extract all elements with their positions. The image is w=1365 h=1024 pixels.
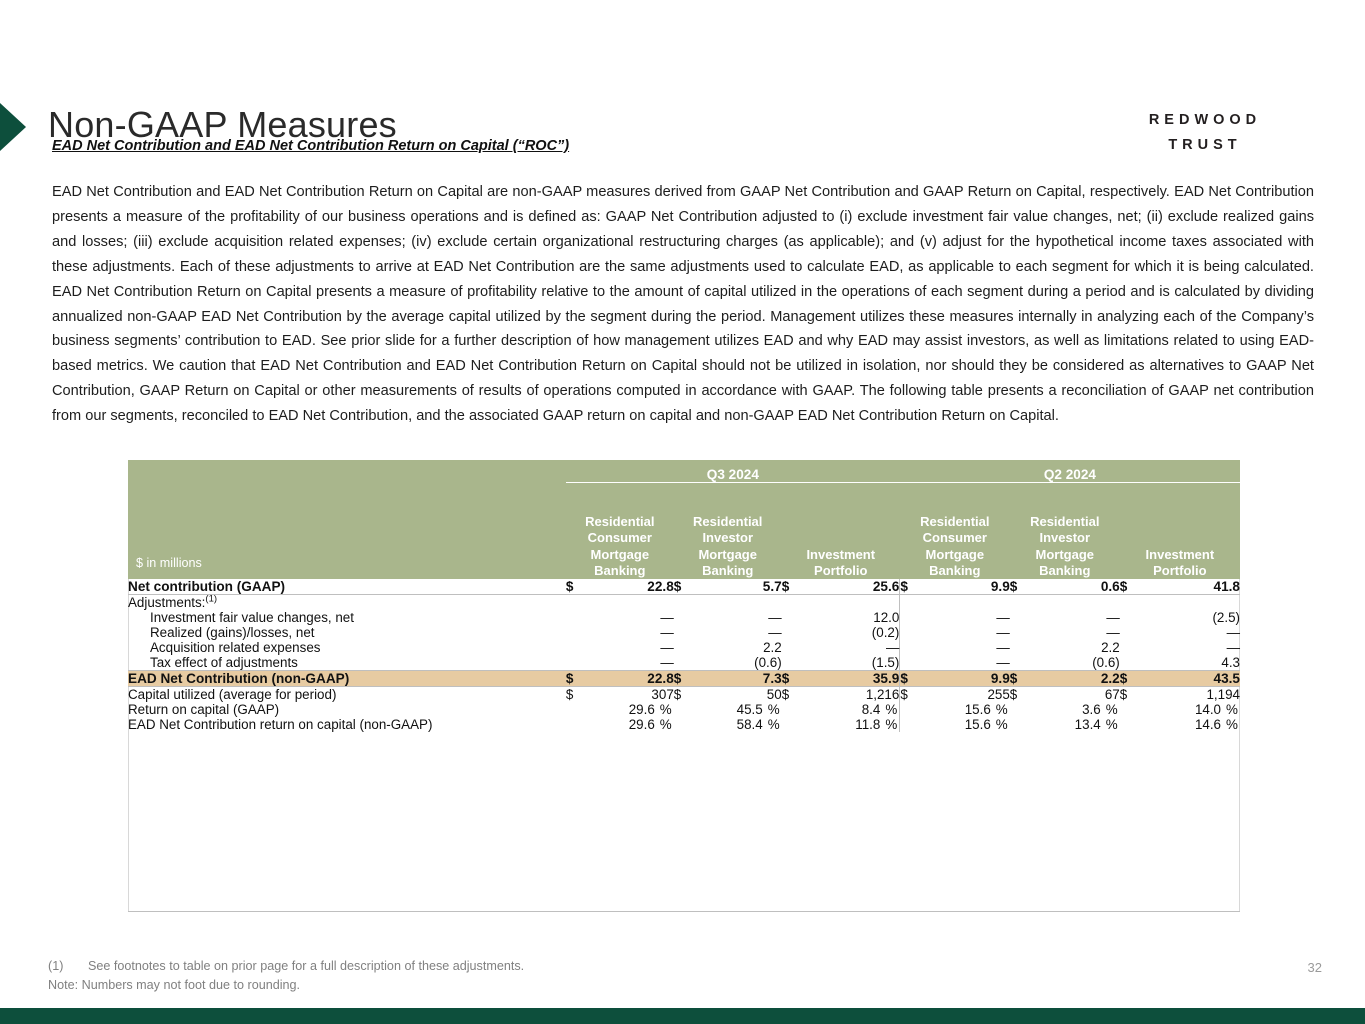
period-header-q2: Q2 2024: [900, 460, 1240, 483]
currency-symbol: $: [900, 671, 926, 687]
currency-symbol: $: [674, 671, 700, 687]
triangle-accent-icon: [0, 103, 26, 151]
cell-roc-gaap-q2-rcmb: 15.6 %: [964, 702, 1008, 717]
cell-acq-q2-rimb: 2.2: [1101, 640, 1120, 655]
empty-cell: [1036, 595, 1119, 611]
footnote-marker: (1): [48, 959, 64, 973]
cell-ifvc-q3-ip: 12.0: [873, 610, 900, 625]
table-row: [128, 655, 1240, 671]
cell-ead-q3-ip: 35.9: [808, 671, 900, 687]
currency-symbol: $: [673, 687, 682, 702]
cell-acq-q3-rcmb: —: [660, 640, 674, 655]
cell-roc-gaap-q2-rimb: 3.6 %: [1082, 702, 1118, 717]
cell-roc-nongaap-q2-rimb: 13.4 %: [1074, 717, 1118, 732]
brand-logo: [1090, 108, 1320, 158]
units-label: $ in millions: [136, 556, 202, 570]
cell-net-contribution-q3-ip: 25.6: [808, 579, 900, 595]
reconciliation-table: [128, 460, 1240, 732]
cell-ifvc-q3-rcmb: —: [660, 610, 674, 625]
cell-ifvc-q2-rcmb: —: [996, 610, 1010, 625]
cell-rgl-q2-rimb: —: [1106, 625, 1120, 640]
cell-rgl-q3-ip: (0.2): [871, 625, 900, 640]
cell-tax-q2-rimb: (0.6): [1092, 655, 1120, 670]
row-label-acquisition-expenses: Acquisition related expenses: [150, 640, 321, 655]
row-label-realized-gains-losses: Realized (gains)/losses, net: [150, 625, 315, 640]
empty-cell: [1120, 640, 1146, 655]
currency-symbol: $: [1120, 671, 1146, 687]
empty-cell: [1120, 655, 1146, 671]
currency-symbol: $: [674, 579, 700, 595]
cell-roc-nongaap-q2-ip: 14.6 %: [1194, 717, 1238, 732]
currency-symbol: $: [782, 579, 808, 595]
cell-ead-q3-rimb: 7.3: [700, 671, 781, 687]
empty-cell: [900, 610, 926, 625]
empty-cell: [900, 625, 926, 640]
footnote-1: [48, 957, 524, 976]
table-row: [128, 640, 1240, 655]
currency-symbol: $: [782, 671, 808, 687]
cell-ead-q2-rimb: 2.2: [1036, 671, 1119, 687]
cell-tax-q3-rcmb: —: [660, 655, 674, 670]
row-label-roc-gaap: Return on capital (GAAP): [128, 702, 280, 717]
cell-rgl-q2-ip: —: [1226, 625, 1240, 640]
empty-cell: [782, 595, 808, 611]
empty-cell: [566, 702, 592, 717]
empty-cell: [1010, 595, 1036, 611]
empty-cell: [782, 717, 808, 732]
empty-cell: [1010, 625, 1036, 640]
cell-acq-q2-rcmb: —: [996, 640, 1010, 655]
empty-cell: [900, 702, 926, 717]
cell-net-contribution-q3-rcmb: 22.8: [592, 579, 673, 595]
empty-cell: [674, 640, 700, 655]
cell-tax-q2-rcmb: —: [996, 655, 1010, 670]
cell-roc-nongaap-q3-ip: 11.8 %: [855, 717, 898, 732]
currency-symbol: $: [1010, 671, 1036, 687]
currency-symbol: $: [900, 579, 926, 595]
empty-cell: [1120, 625, 1146, 640]
table-row: [128, 717, 1240, 732]
col-header-q2-residential-investor: Residential Investor Mortgage Banking: [1010, 483, 1120, 579]
currency-symbol: $: [1120, 579, 1146, 595]
cell-capital-q3-rcmb: 307: [651, 687, 674, 702]
cell-net-contribution-q2-ip: 41.8: [1146, 579, 1240, 595]
col-header-q3-residential-investor: Residential Investor Mortgage Banking: [674, 483, 782, 579]
row-label-net-contribution: Net contribution (GAAP): [128, 579, 566, 595]
brand-line-2: TRUST: [1168, 137, 1242, 153]
table-row: [128, 625, 1240, 640]
page-title: Non-GAAP Measures: [48, 104, 397, 145]
reconciliation-table-wrapper: [128, 460, 1240, 732]
units-cell: [128, 460, 566, 579]
empty-cell: [566, 595, 592, 611]
cell-tax-q3-ip: (1.5): [871, 655, 900, 670]
empty-cell: [674, 610, 700, 625]
cell-roc-nongaap-q3-rimb: 58.4 %: [736, 717, 780, 732]
cell-roc-gaap-q2-ip: 14.0 %: [1194, 702, 1238, 717]
cell-acq-q3-ip: —: [885, 640, 900, 655]
empty-cell: [1010, 702, 1036, 717]
currency-symbol: $: [566, 579, 592, 595]
empty-cell: [782, 655, 808, 671]
table-period-header-row: [128, 460, 1240, 483]
cell-capital-q2-ip: 1,194: [1206, 687, 1240, 702]
cell-capital-q3-rimb: 50: [766, 687, 782, 702]
footnote-text: See footnotes to table on prior page for a full description of these adjustments.: [88, 959, 525, 973]
empty-cell: [1120, 595, 1146, 611]
cell-rgl-q3-rcmb: —: [660, 625, 674, 640]
cell-rgl-q3-rimb: —: [768, 625, 782, 640]
empty-cell: [900, 595, 926, 611]
cell-roc-gaap-q3-rimb: 45.5 %: [736, 702, 780, 717]
row-label-tax-effect: Tax effect of adjustments: [150, 655, 298, 670]
empty-cell: [782, 702, 808, 717]
cell-acq-q3-rimb: 2.2: [763, 640, 782, 655]
cell-capital-q2-rimb: 67: [1104, 687, 1120, 702]
currency-symbol: $: [565, 687, 574, 702]
cell-net-contribution-q2-rimb: 0.6: [1036, 579, 1119, 595]
cell-roc-gaap-q3-ip: 8.4 %: [861, 702, 898, 717]
empty-cell: [1146, 595, 1240, 611]
cell-ifvc-q2-ip: (2.5): [1212, 610, 1240, 625]
col-header-q3-residential-consumer: Residential Consumer Mortgage Banking: [566, 483, 674, 579]
empty-cell: [566, 717, 592, 732]
empty-cell: [1120, 702, 1146, 717]
table-bottom-border: [128, 911, 1240, 912]
cell-ifvc-q3-rimb: —: [768, 610, 782, 625]
footnotes: [48, 957, 524, 995]
col-header-q3-investment-portfolio: Investment Portfolio: [782, 483, 900, 579]
empty-cell: [674, 595, 700, 611]
empty-cell: [900, 640, 926, 655]
cell-net-contribution-q2-rcmb: 9.9: [926, 579, 1009, 595]
cell-rgl-q2-rcmb: —: [996, 625, 1010, 640]
cell-acq-q2-ip: —: [1226, 640, 1240, 655]
row-label-capital-utilized: Capital utilized (average for period): [128, 687, 337, 702]
empty-cell: [1010, 655, 1036, 671]
cell-capital-q2-rcmb: 255: [987, 687, 1010, 702]
empty-cell: [674, 655, 700, 671]
empty-cell: [926, 595, 1009, 611]
currency-symbol: $: [781, 687, 790, 702]
bottom-accent-bar: [0, 1008, 1365, 1024]
empty-cell: [1010, 610, 1036, 625]
table-row-highlighted: [128, 671, 1240, 687]
empty-cell: [674, 717, 700, 732]
table-row: [128, 595, 1240, 611]
page-number: 32: [1307, 960, 1322, 975]
empty-cell: [1120, 610, 1146, 625]
empty-cell: [566, 610, 592, 625]
cell-ead-q2-ip: 43.5: [1146, 671, 1240, 687]
currency-symbol: $: [1010, 579, 1036, 595]
currency-symbol: $: [1009, 687, 1018, 702]
empty-cell: [900, 655, 926, 671]
empty-cell: [782, 625, 808, 640]
cell-ifvc-q2-rimb: —: [1106, 610, 1120, 625]
empty-cell: [674, 702, 700, 717]
cell-ead-q3-rcmb: 22.8: [592, 671, 673, 687]
brand-line-1: REDWOOD: [1148, 112, 1262, 128]
section-subheading: EAD Net Contribution and EAD Net Contribution Return on Capital (“ROC”): [52, 138, 570, 154]
cell-roc-nongaap-q2-rcmb: 15.6 %: [964, 717, 1008, 732]
row-label-adjustments: Adjustments:$^{(1)}$: [128, 593, 218, 610]
cell-ead-q2-rcmb: 9.9: [926, 671, 1009, 687]
table-row: [128, 687, 1240, 703]
table-row: [128, 702, 1240, 717]
empty-cell: [1010, 717, 1036, 732]
col-header-q2-investment-portfolio: Investment Portfolio: [1120, 483, 1240, 579]
empty-cell: [566, 655, 592, 671]
cell-tax-q3-rimb: (0.6): [754, 655, 782, 670]
row-label-investment-fv-changes: Investment fair value changes, net: [150, 610, 354, 625]
row-label-roc-nongaap: EAD Net Contribution return on capital (non-GAAP): [128, 717, 433, 732]
col-header-q2-residential-consumer: Residential Consumer Mortgage Banking: [900, 483, 1010, 579]
empty-cell: [566, 640, 592, 655]
empty-cell: [566, 625, 592, 640]
rounding-note: Note: Numbers may not foot due to rounding.: [48, 978, 301, 992]
empty-cell: [1010, 640, 1036, 655]
empty-cell: [782, 640, 808, 655]
empty-cell: [674, 625, 700, 640]
cell-tax-q2-ip: 4.3: [1221, 655, 1240, 670]
row-label-ead-net-contribution: EAD Net Contribution (non-GAAP): [128, 671, 566, 687]
currency-symbol: $: [1119, 687, 1128, 702]
cell-roc-gaap-q3-rcmb: 29.6 %: [628, 702, 672, 717]
empty-cell: [592, 595, 673, 611]
empty-cell: [900, 717, 926, 732]
currency-symbol: $: [900, 687, 926, 703]
empty-cell: [1120, 717, 1146, 732]
cell-roc-nongaap-q3-rcmb: 29.6 %: [628, 717, 672, 732]
cell-capital-q3-ip: 1,216: [865, 687, 900, 702]
empty-cell: [808, 595, 900, 611]
currency-symbol: $: [566, 671, 592, 687]
period-header-q3: Q3 2024: [566, 460, 900, 483]
table-row: [128, 579, 1240, 595]
table-row: [128, 610, 1240, 625]
empty-cell: [782, 610, 808, 625]
footnote-marker: (1): [205, 593, 218, 605]
body-paragraph: EAD Net Contribution and EAD Net Contribution Return on Capital are non-GAAP measures derived from GAAP Net Contribution and GAAP Return on Capital, respectively. EAD Net Contribution presents a measure of the profitability of our business operations and is defined as: GAAP Net Contribution adjusted to (i) exclude investment fair value changes, net; (ii) exclude realized gains and losses; (iii) exclude acquisition related expenses; (iv) exclude certain organizational restructuring charges (as applicable); and (v) adjust for the hypothetical income taxes associated with these adjustments. Each of these adjustments to arrive at EAD Net Contribution are the same adjustments used to calculate EAD, as applicable to each segment for which it is being calculated. EAD Net Contribution Return on Capital presents a measure of profitability relative to the amount of capital utilized in the operations of each segment during a period and is calculated by dividing annualized non-GAAP EAD Net Contribution by the average capital utilized by the segment during the period. Management utilizes these measures internally in analyzing each of the Company’s business segments’ contribution to EAD. See prior slide for a further description of how management utilizes EAD and why EAD may assist investors, as well as limitations related to using EAD-based metrics. We caution that EAD Net Contribution and EAD Net Contribution Return on Capital should not be utilized in isolation, nor should they be considered as alternatives to GAAP Net Contribution, GAAP Return on Capital or other measurements of results of operations computed in accordance with GAAP. The following table presents a reconciliation of GAAP net contribution from our segments, reconciled to EAD Net Contribution, and the associated GAAP return on capital and non-GAAP EAD Net Contribution Return on Capital.: [52, 184, 1314, 425]
empty-cell: [700, 595, 781, 611]
cell-net-contribution-q3-rimb: 5.7: [700, 579, 781, 595]
